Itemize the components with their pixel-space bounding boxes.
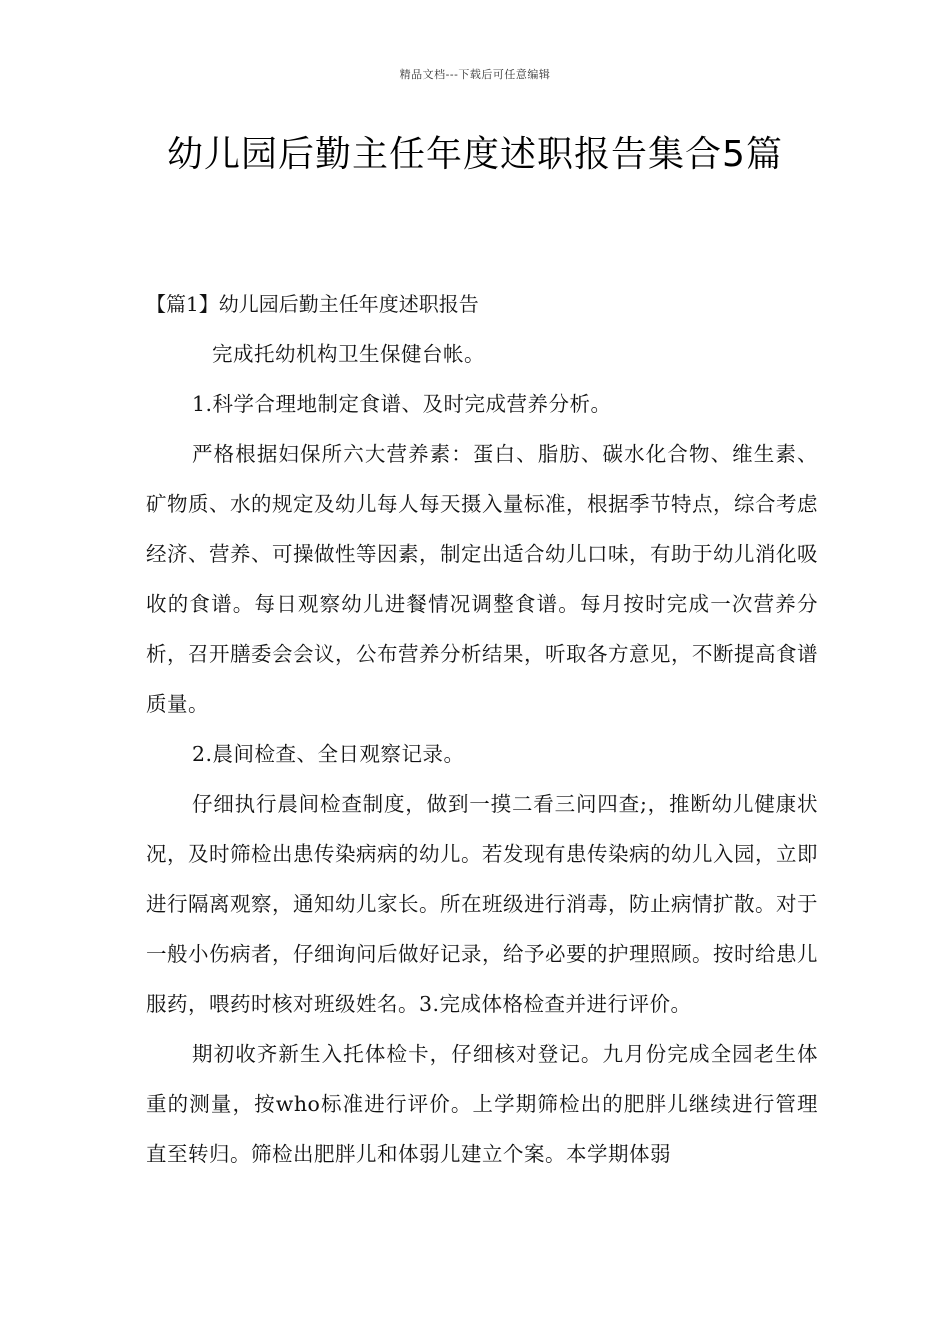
section-heading: 【篇1】幼儿园后勤主任年度述职报告 bbox=[146, 292, 479, 316]
paragraph: 2.晨间检查、全日观察记录。 bbox=[192, 742, 465, 766]
document-title: 幼儿园后勤主任年度述职报告集合5篇 bbox=[167, 134, 783, 175]
paragraph: 严格根据妇保所六大营养素：蛋白、脂肪、碳水化合物、维生素、矿物质、水的规定及幼儿每人每天摄入量标准，根据季节特点，综合考虑经济、营养、可操做性等因素，制定出适合幼儿口味，有助于幼儿消化吸收的食谱。每日观察幼儿进餐情况调整食谱。每月按时完成一次营养分析，召开膳委会会议，公布营养分析结果，听取各方意见，不断提高食谱质量。 bbox=[146, 442, 818, 716]
paragraph: 1.科学合理地制定食谱、及时完成营养分析。 bbox=[192, 392, 612, 416]
paragraph: 仔细执行晨间检查制度，做到一摸二看三问四查;，推断幼儿健康状况，及时筛检出患传染病病的幼儿。若发现有患传染病的幼儿入园，立即进行隔离观察，通知幼儿家长。所在班级进行消毒，防止病情扩散。对于一般小伤病者，仔细询问后做好记录，给予必要的护理照顾。按时给患儿服药，喂药时核对班级姓名。3.完成体格检查并进行评价。 bbox=[146, 792, 818, 1016]
paragraph: 期初收齐新生入托体检卡，仔细核对登记。九月份完成全园老生体重的测量，按who标准进行评价。上学期筛检出的肥胖儿继续进行管理直至转归。筛检出肥胖儿和体弱儿建立个案。本学期体弱 bbox=[146, 1042, 818, 1166]
paragraph: 完成托幼机构卫生保健台帐。 bbox=[212, 342, 485, 366]
document-body bbox=[146, 279, 818, 1179]
header-note: 精品文档---下载后可任意编辑 bbox=[399, 68, 551, 81]
